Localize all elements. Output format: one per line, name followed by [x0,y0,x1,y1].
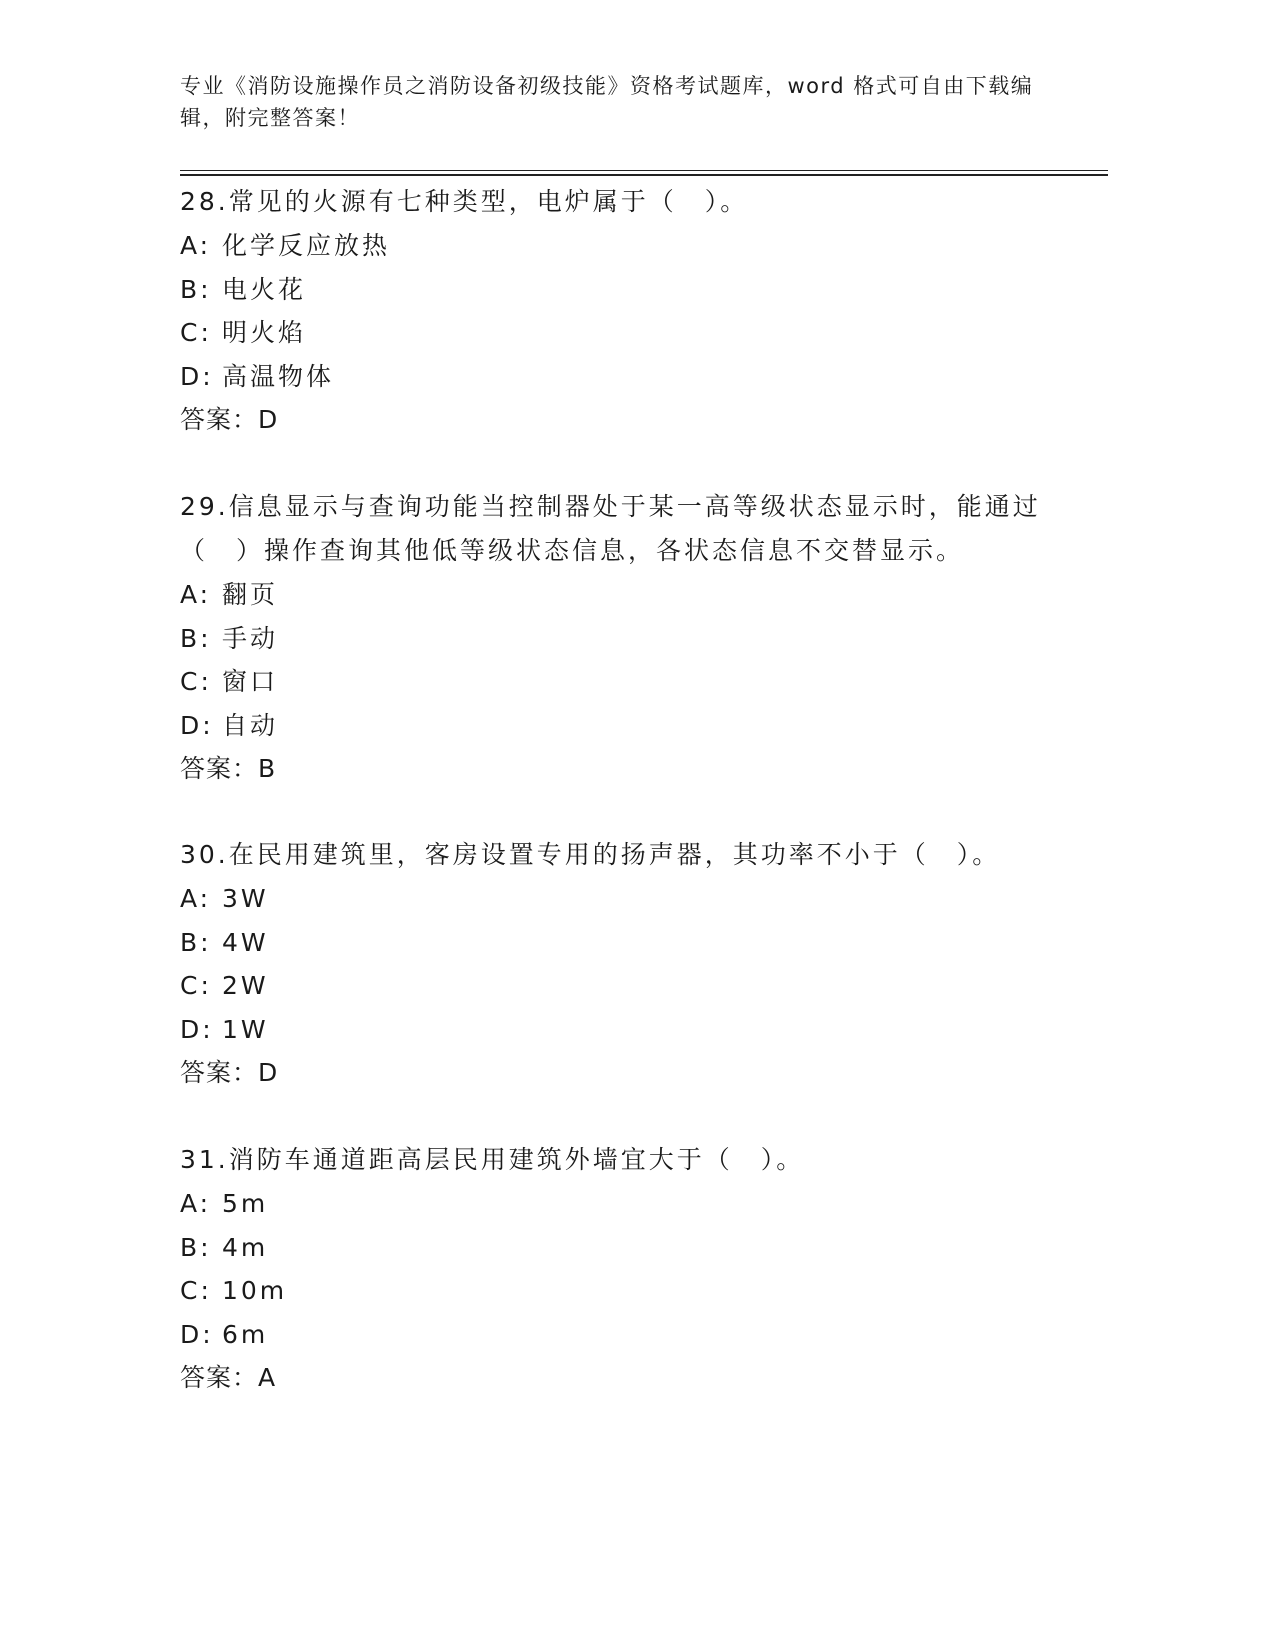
option-text: 自动 [222,710,279,740]
option-a [180,877,1080,921]
option-c [180,964,1080,1008]
option-text: 10m [222,1276,288,1305]
option-text: 1W [222,1014,269,1044]
option-letter: D: [180,1014,214,1044]
option-text: 3W [222,884,269,913]
document-header: 专业《消防设施操作员之消防设备初级技能》资格考试题库，word 格式可自由下载编辑，附完整答案！ [180,74,1034,130]
answer-line: 答案：B [180,754,277,783]
option-c [180,660,1080,704]
option-text: 2W [222,971,269,1000]
option-b [180,617,1080,661]
option-letter: A: [180,231,212,260]
option-letter: A: [180,1189,212,1218]
option-letter: D: [180,361,214,391]
option-letter: A: [180,884,212,913]
answer-line: 答案：D [180,1058,279,1087]
question-31 [180,1138,1080,1400]
option-c [180,1269,1080,1313]
option-d [180,1313,1080,1357]
question-28 [180,180,1080,442]
option-b [180,1226,1080,1270]
question-29 [180,485,1080,791]
option-text: 电火花 [222,274,307,304]
option-text: 4W [222,927,269,957]
option-letter: C: [180,1276,212,1305]
question-stem: 28.常见的火源有七种类型，电炉属于（ ）。 [180,187,749,216]
question-stem: 29.信息显示与查询功能当控制器处于某一高等级状态显示时，能通过（ ）操作查询其他低等级状态信息，各状态信息不交替显示。 [180,492,1041,565]
option-text: 化学反应放热 [222,231,391,260]
option-letter: C: [180,667,212,696]
option-text: 6m [222,1319,269,1349]
option-letter: D: [180,1319,214,1349]
option-a [180,224,1080,268]
option-letter: B: [180,274,212,304]
header-divider-thin [180,170,1108,171]
option-b [180,921,1080,965]
option-letter: A: [180,580,212,609]
option-letter: B: [180,623,212,653]
option-letter: C: [180,318,212,347]
option-d [180,1008,1080,1052]
question-30 [180,833,1080,1095]
answer-line: 答案：D [180,405,279,434]
option-letter: B: [180,1232,212,1262]
option-b [180,268,1080,312]
header-divider-thick [180,174,1108,176]
option-a [180,1182,1080,1226]
question-stem: 30.在民用建筑里，客房设置专用的扬声器，其功率不小于（ ）。 [180,840,1001,869]
option-letter: C: [180,971,212,1000]
option-text: 5m [222,1189,269,1218]
option-letter: D: [180,710,214,740]
option-a [180,573,1080,617]
option-text: 高温物体 [222,361,335,391]
question-stem: 31.消防车通道距高层民用建筑外墙宜大于（ ）。 [180,1145,805,1174]
option-letter: B: [180,927,212,957]
option-d [180,704,1080,748]
option-c [180,311,1080,355]
option-text: 窗口 [222,667,279,696]
answer-line: 答案：A [180,1363,277,1392]
option-text: 4m [222,1232,269,1262]
option-text: 翻页 [222,580,279,609]
option-text: 手动 [222,623,279,653]
option-d [180,355,1080,399]
option-text: 明火焰 [222,318,307,347]
